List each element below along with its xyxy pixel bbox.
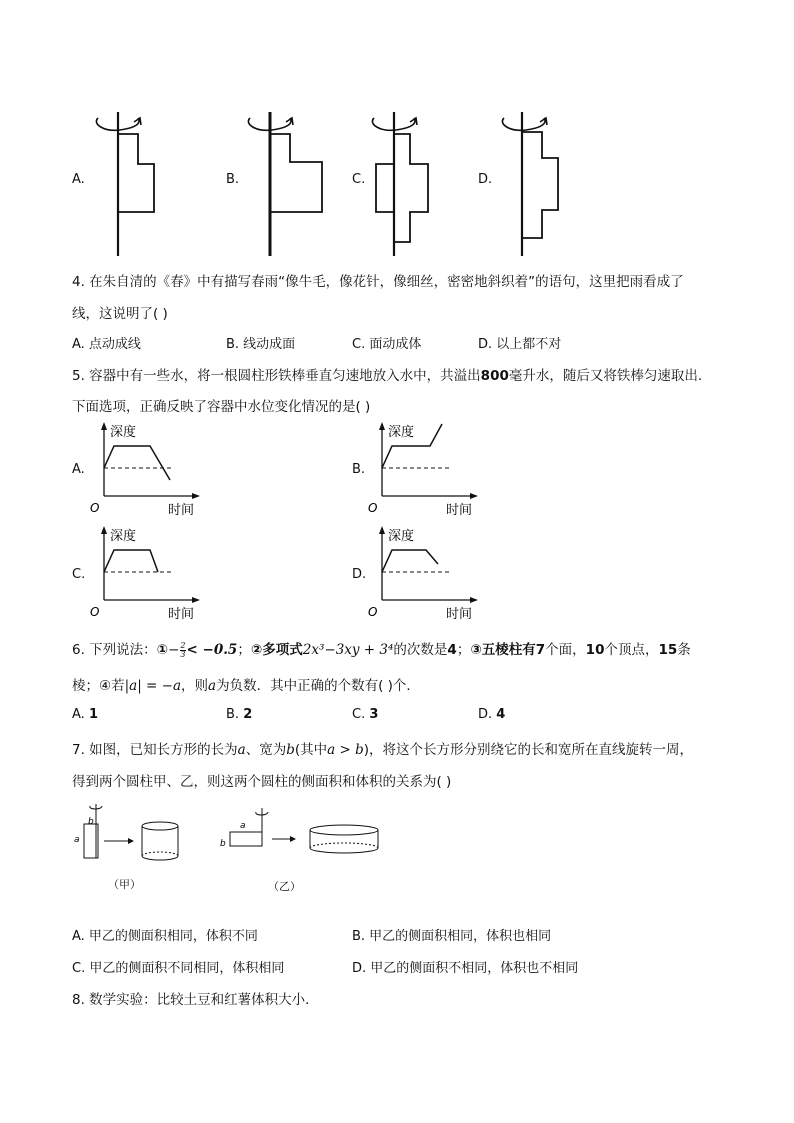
q5-option-a-label: A. [72, 462, 85, 477]
q5-option-d-label: D. [352, 567, 367, 582]
q5-graph-d-origin: O [368, 605, 378, 619]
q6-num-7: 7 [535, 642, 546, 658]
q6-sep1: ； [237, 642, 251, 658]
q6-inequality: < −0.5 [186, 642, 238, 658]
q3-figure-d [498, 108, 578, 258]
q6-stem-line2 [72, 674, 420, 694]
q6-vertices-text: 个顶点， [604, 642, 659, 658]
q6-option-a-value: 1 [88, 707, 98, 722]
q5-graph-d-x-label: 时间 [446, 607, 473, 622]
q6-circle-3: ③五棱柱有 [470, 642, 536, 658]
q4-option-c: C. 面动成体 [352, 337, 422, 352]
q5-graph-c-y-label: 深度 [110, 529, 137, 544]
q7-text-a: 7. 如图，已知长方形的长为 [72, 742, 238, 758]
q7-var-b: b [286, 742, 295, 758]
q7-condition: a > b [327, 742, 364, 758]
q3-figure-a [90, 108, 170, 258]
q5-stem-text-b: 毫升水，随后又将铁棒匀速取出. [508, 368, 703, 384]
q4-option-b: B. 线动成面 [226, 337, 296, 352]
q8-stem-line1: 8. 数学实验：比较土豆和红薯体积大小． [72, 992, 319, 1008]
q6-stem-line1 [72, 638, 691, 659]
q5-option-b-label: B. [352, 462, 366, 477]
q6-option-b [226, 707, 252, 722]
q7-figure-jia [70, 798, 210, 868]
q5-option-c-label: C. [72, 567, 86, 582]
q6-edges-text: 条 [677, 642, 691, 658]
q5-graph-a-x-label: 时间 [168, 503, 195, 518]
q6-line2-c: 为负数．其中正确的个数有( )个． [216, 678, 420, 694]
q5-graph-a [90, 420, 210, 520]
q7-text-b: 、宽为 [245, 742, 287, 758]
q5-graph-b-y-label: 深度 [388, 425, 415, 440]
q7-stem-line2: 得到两个圆柱甲、乙，则这两个圆柱的侧面积和体积的关系为( ) [72, 774, 452, 790]
q3-figure-c [370, 108, 460, 258]
q4-option-a: A. 点动成线 [72, 337, 141, 352]
q5-graph-b-x-label: 时间 [446, 503, 473, 518]
q3-option-c-label: C. [352, 172, 366, 187]
q7-option-a: A. 甲乙的侧面积相同，体积不同 [72, 929, 258, 944]
q6-sep2: ； [456, 642, 471, 658]
q6-line2-b: ，则 [181, 678, 209, 694]
q7-option-d: D. 甲乙的侧面积不相同，体积也不相同 [352, 961, 579, 976]
q5-stem-line1 [72, 364, 702, 384]
q4-option-d: D. 以上都不对 [478, 337, 562, 352]
q5-graph-b [368, 420, 488, 520]
q7-option-b: B. 甲乙的侧面积相同，体积也相同 [352, 929, 552, 944]
q3-figure-b [242, 108, 332, 258]
q5-graph-c [90, 524, 210, 624]
q6-fraction-den: 3 [180, 649, 186, 659]
q7-jia-label-a: a [74, 835, 80, 845]
q3-option-d-label: D. [478, 172, 493, 187]
q7-var-a: a [237, 742, 246, 758]
q3-option-a-label: A. [72, 172, 85, 187]
q6-line2-a: 棱；④若 [72, 678, 125, 694]
q6-option-a-label: A. [72, 707, 85, 722]
q6-option-d [478, 707, 505, 722]
q5-graph-a-origin: O [90, 501, 100, 515]
q4-stem-line2: 线，这说明了( ) [72, 306, 168, 322]
q6-option-d-label: D. [478, 707, 493, 722]
q5-graph-d-y-label: 深度 [388, 529, 415, 544]
q5-graph-d [368, 524, 488, 624]
q6-option-a [72, 707, 98, 722]
q4-stem-line1: 4. 在朱自清的《春》中有描写春雨“像牛毛，像花针，像细丝，密密地斜织着”的语句，这里把雨看成了 [72, 274, 684, 290]
q5-graph-c-x-label: 时间 [168, 607, 195, 622]
q7-yi-label-a: a [240, 821, 246, 831]
q7-caption-yi: （乙） [268, 880, 301, 893]
q7-option-c: C. 甲乙的侧面积不同相同，体积相同 [72, 961, 285, 976]
q6-option-c [352, 707, 378, 722]
q5-graph-a-y-label: 深度 [110, 425, 137, 440]
q7-yi-label-b: b [220, 839, 226, 849]
q6-absolute-value: |a| = −a [124, 678, 182, 694]
q5-overflow-volume: 800 [480, 368, 509, 384]
q6-option-c-label: C. [352, 707, 366, 722]
q6-option-d-value: 4 [496, 707, 506, 722]
q6-fraction-num: 2 [180, 640, 186, 650]
q5-graph-c-origin: O [90, 605, 100, 619]
q6-option-b-label: B. [226, 707, 240, 722]
q7-stem-line1 [72, 738, 693, 758]
q7-text-c: (其中 [294, 742, 328, 758]
q6-circle-2: ②多项式 [250, 642, 303, 658]
q6-polynomial: 2x³−3xy + 3⁴ [302, 642, 394, 658]
q6-circle-1: ① [156, 642, 169, 658]
q5-stem-line2: 下面选项，正确反映了容器中水位变化情况的是( ) [72, 399, 371, 415]
q6-option-b-value: 2 [243, 707, 253, 722]
q7-jia-label-b: b [88, 817, 94, 827]
q6-prefix: 6. 下列说法： [72, 642, 157, 658]
q6-faces-text: 个面， [545, 642, 586, 658]
q7-text-d: )，将这个长方形分别绕它的长和宽所在直线旋转一周， [363, 742, 694, 758]
q7-caption-jia: （甲） [108, 878, 141, 891]
q6-minus: − [168, 642, 180, 658]
q6-fraction [180, 642, 185, 659]
q6-num-10: 10 [585, 642, 605, 658]
q6-degree-text: 的次数是 [393, 642, 448, 658]
q7-figure-yi [218, 806, 388, 862]
q5-graph-b-origin: O [368, 501, 378, 515]
q5-stem-text-a: 5. 容器中有一些水，将一根圆柱形铁棒垂直匀速地放入水中，共溢出 [72, 368, 481, 384]
q6-option-c-value: 3 [369, 707, 379, 722]
q6-num-15: 15 [658, 642, 678, 658]
q3-option-b-label: B. [226, 172, 240, 187]
q6-degree-num: 4 [447, 642, 457, 658]
q6-var-a: a [208, 678, 217, 694]
